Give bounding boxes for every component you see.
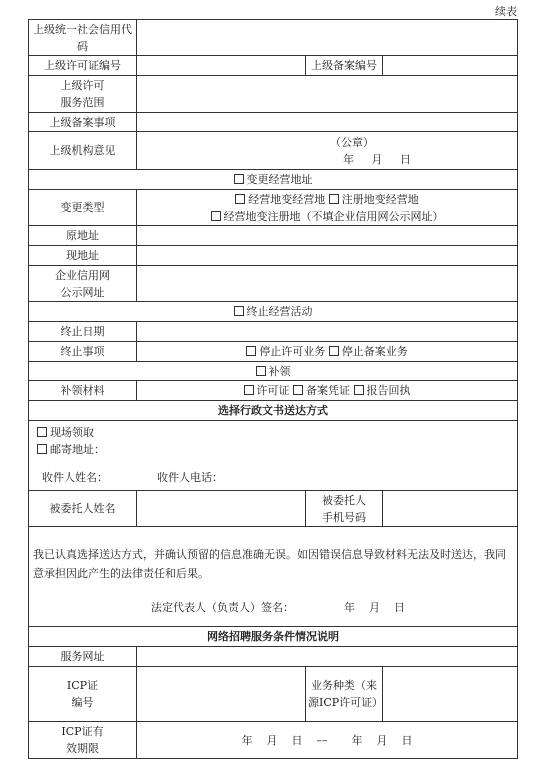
delivery-title: 选择行政文书送达方式: [29, 401, 518, 421]
icp-no-field[interactable]: [137, 667, 306, 722]
business-type-text: 业务种类（来源ICP许可证）: [308, 679, 384, 709]
terminate-item-filing[interactable]: [329, 345, 408, 358]
superior-opinion-label: 上级机构意见: [29, 132, 137, 170]
valid-year-end: 年: [351, 733, 363, 747]
reissue-material-receipt-label: 报告回执: [366, 384, 411, 397]
checkbox-icon[interactable]: [329, 194, 339, 204]
change-address-section: [29, 170, 518, 190]
superior-credit-code-label: 上级统一社会信用代码: [29, 20, 137, 56]
signature-date-year: 年: [344, 601, 355, 614]
signature-date: [344, 601, 405, 614]
checkbox-icon[interactable]: [256, 366, 266, 376]
checkbox-icon[interactable]: [293, 385, 303, 395]
change-type-options: [137, 190, 518, 226]
business-type-field[interactable]: [383, 667, 518, 722]
terminate-date-label: 终止日期: [29, 322, 137, 342]
icp-valid-range: [242, 734, 413, 747]
online-recruit-title: 网络招聘服务条件情况说明: [29, 627, 518, 647]
delivery-options: [29, 421, 518, 491]
credit-site-text: 企业信用网公示网址: [55, 268, 110, 299]
terminate-date-field[interactable]: [137, 322, 518, 342]
agent-phone-field[interactable]: [383, 491, 518, 527]
valid-range-dash: ––: [316, 733, 328, 747]
reissue-material-license[interactable]: [244, 384, 290, 397]
terminate-item-filing-label: 停止备案业务: [341, 345, 408, 358]
opinion-date-day: 日: [400, 152, 411, 166]
superior-credit-code-field[interactable]: [137, 20, 518, 56]
agent-name-label: 被委托人姓名: [29, 491, 137, 527]
terminate-item-license[interactable]: [246, 345, 325, 358]
icp-no-text: ICP证编号: [66, 679, 99, 709]
reissue-material-receipt[interactable]: [354, 384, 411, 397]
delivery-mail-option[interactable]: [37, 441, 509, 458]
change-type-option-2[interactable]: [329, 193, 419, 206]
delivery-mail-label: 邮寄地址：: [50, 443, 105, 456]
superior-opinion-field[interactable]: [137, 132, 518, 170]
checkbox-icon[interactable]: [354, 385, 364, 395]
agent-name-field[interactable]: [137, 491, 306, 527]
superior-license-scope-field[interactable]: [137, 76, 518, 113]
service-url-field[interactable]: [137, 647, 518, 667]
superior-license-no-label: 上级许可证编号: [29, 56, 137, 76]
terminate-section: [29, 302, 518, 322]
signature-date-month: 月: [369, 601, 380, 614]
superior-license-no-field[interactable]: [137, 56, 306, 76]
signature-date-day: 日: [394, 601, 405, 614]
delivery-onsite-label: 现场领取: [50, 426, 94, 439]
continued-label: 续表: [495, 5, 517, 18]
icp-valid-text: ICP证有效期限: [61, 725, 104, 755]
old-address-field[interactable]: [137, 226, 518, 246]
checkbox-icon[interactable]: [234, 306, 244, 316]
icp-no-label: [29, 667, 137, 722]
checkbox-icon[interactable]: [329, 346, 339, 356]
seal-text: （公章）: [330, 135, 374, 149]
recipient-name-label: 收件人姓名：: [42, 471, 108, 484]
new-address-field[interactable]: [137, 246, 518, 266]
change-address-option[interactable]: [234, 173, 313, 186]
change-type-option-2-label: 注册地变经营地: [341, 192, 419, 206]
credit-site-field[interactable]: [137, 266, 518, 302]
checkbox-icon[interactable]: [244, 385, 254, 395]
delivery-onsite-option[interactable]: [37, 424, 509, 441]
change-type-option-3[interactable]: [211, 210, 444, 223]
reissue-section: [29, 362, 518, 381]
checkbox-icon[interactable]: [246, 346, 256, 356]
valid-day-start: 日: [291, 733, 303, 747]
reissue-material-filing[interactable]: [293, 384, 350, 397]
change-type-option-1-label: 经营地变经营地: [248, 192, 326, 206]
service-url-label: 服务网址: [29, 647, 137, 667]
credit-site-label: [29, 266, 137, 302]
recipient-phone-label: 收件人电话：: [157, 471, 223, 484]
reissue-option-label: 补领: [268, 364, 291, 378]
terminate-items-label: 终止事项: [29, 342, 137, 362]
reissue-materials-label: 补领材料: [29, 381, 137, 401]
icp-valid-field[interactable]: [137, 722, 518, 759]
signature-label: 法定代表人（负责人）签名：: [151, 601, 294, 614]
terminate-option[interactable]: [234, 305, 313, 318]
superior-filing-items-field[interactable]: [137, 113, 518, 132]
change-type-option-3-label: 经营地变注册地（不填企业信用网公示网址）: [223, 209, 444, 223]
superior-filing-no-field[interactable]: [383, 56, 518, 76]
opinion-date: [141, 151, 513, 168]
opinion-date-month: 月: [371, 152, 383, 166]
reissue-materials-options: [137, 381, 518, 401]
checkbox-icon[interactable]: [211, 211, 221, 221]
valid-month-end: 月: [376, 733, 388, 747]
reissue-material-filing-label: 备案凭证: [306, 384, 350, 397]
checkbox-icon[interactable]: [234, 174, 244, 184]
application-form-table: [28, 19, 518, 759]
delivery-statement-cell: [29, 527, 518, 627]
signature-row: [151, 599, 405, 616]
terminate-items-options: [137, 342, 518, 362]
valid-day-end: 日: [401, 733, 413, 747]
checkbox-icon[interactable]: [37, 427, 47, 437]
terminate-item-license-label: 停止许可业务: [259, 345, 326, 358]
reissue-material-license-label: 许可证: [256, 384, 290, 397]
terminate-option-label: 终止经营活动: [246, 305, 313, 318]
change-address-option-label: 变更经营地址: [246, 173, 313, 186]
superior-filing-no-label: 上级备案编号: [306, 56, 383, 76]
agent-phone-label: [306, 491, 383, 527]
change-type-label: 变更类型: [29, 190, 137, 226]
agent-phone-text: 被委托人手机号码: [322, 493, 366, 524]
change-type-option-1[interactable]: [235, 193, 325, 206]
icp-valid-label: [29, 722, 137, 759]
valid-month-start: 月: [266, 733, 278, 747]
opinion-date-year: 年: [343, 152, 354, 166]
old-address-label: 原地址: [29, 226, 137, 246]
superior-filing-items-label: 上级备案事项: [29, 113, 137, 132]
business-type-label: [306, 667, 383, 722]
reissue-option[interactable]: [256, 365, 291, 378]
valid-year-start: 年: [241, 733, 253, 747]
superior-license-scope-label: [29, 76, 137, 113]
superior-license-scope-text: 上级许可服务范围: [60, 79, 105, 109]
checkbox-icon[interactable]: [235, 194, 245, 204]
new-address-label: 现地址: [29, 246, 137, 266]
checkbox-icon[interactable]: [37, 444, 47, 454]
delivery-statement: 我已认真选择送达方式，并确认预留的信息准确无误。如因错误信息导致材料无法及时送达，我同意承担因此产生的法律责任和后果。: [33, 548, 506, 580]
